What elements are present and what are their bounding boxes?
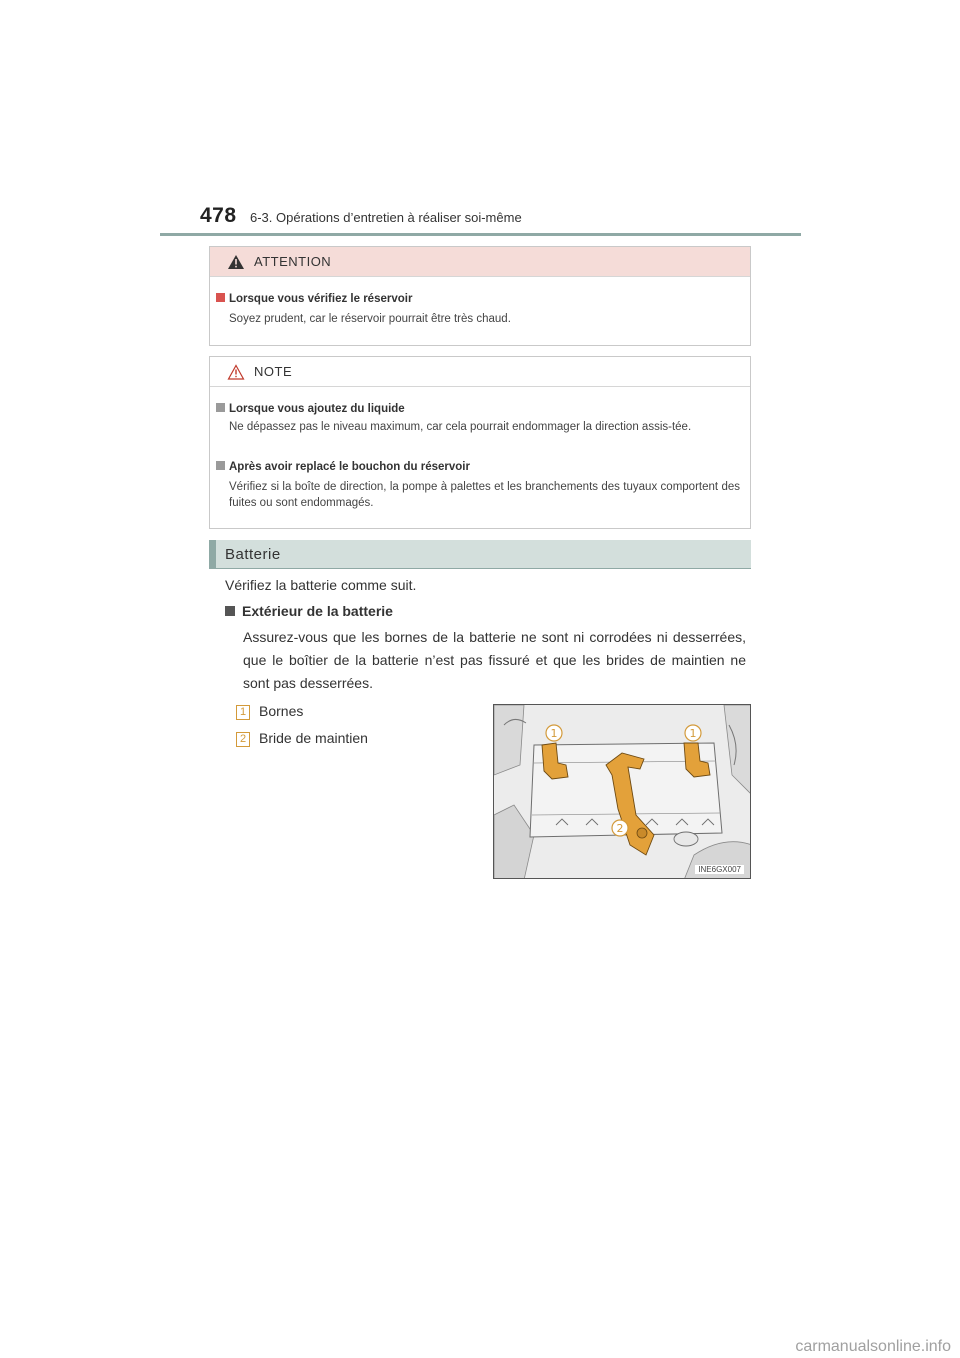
note-title: NOTE [254,364,293,379]
attention-header [210,247,750,277]
subsection-heading [225,603,393,619]
note-item [216,459,740,511]
legend-label: Bornes [259,703,304,719]
note-box [209,356,751,529]
attention-title: ATTENTION [254,254,332,269]
header-rule [160,233,801,236]
page-header [200,204,800,236]
attention-item-body: Soyez prudent, car le réservoir pourrait être très chaud. [229,313,511,325]
square-bullet-icon [216,461,225,470]
note-item-heading: Après avoir replacé le bouchon du réservoir [229,461,470,473]
band-accent [209,540,216,569]
note-item-heading: Lorsque vous ajoutez du liquide [229,403,405,415]
note-item-body: Ne dépassez pas le niveau maximum, car cela pourrait endommager la direction assis-tée. [229,421,692,433]
warning-triangle-outline-icon [227,364,245,380]
section-band [209,540,751,569]
callout-2: 2 [616,822,624,835]
square-bullet-icon [225,606,235,616]
square-bullet-icon [216,293,225,302]
figure-code: INE6GX007 [695,865,744,874]
square-bullet-icon [216,403,225,412]
battery-intro: Vérifiez la batterie comme suit. [225,577,417,593]
legend-label: Bride de maintien [259,730,368,746]
watermark: carmanualsonline.info [795,1338,951,1355]
callout-number: 1 [236,705,250,720]
callout-1-right: 1 [689,727,697,740]
warning-triangle-icon [227,254,245,270]
battery-drawing [494,705,751,879]
subsection-body: Assurez-vous que les bornes de la batterie ne sont ni corrodées ni desserrées, que le boîtier de la batterie n’est pas fissuré et que les brides de maintien ne sont pas desserrées. [243,629,746,691]
attention-box [209,246,751,346]
note-item-body: Vérifiez si la boîte de direction, la pompe à palettes et les branchements des tuyaux comportent des fuites ou sont endommagés. [229,481,740,509]
callout-number: 2 [236,732,250,747]
legend-item [236,730,368,747]
section-band-title: Batterie [225,546,281,563]
battery-illustration [493,704,751,879]
subsection-heading-text: Extérieur de la batterie [242,603,393,619]
page-number: 478 [200,204,237,227]
legend-item [236,703,303,720]
callout-1-left: 1 [550,727,558,740]
section-title: 6-3. Opérations d’entretien à réaliser soi-même [250,210,522,225]
attention-item-heading: Lorsque vous vérifiez le réservoir [229,293,413,305]
note-item [216,401,740,435]
note-header [210,357,750,387]
attention-item [216,291,740,327]
